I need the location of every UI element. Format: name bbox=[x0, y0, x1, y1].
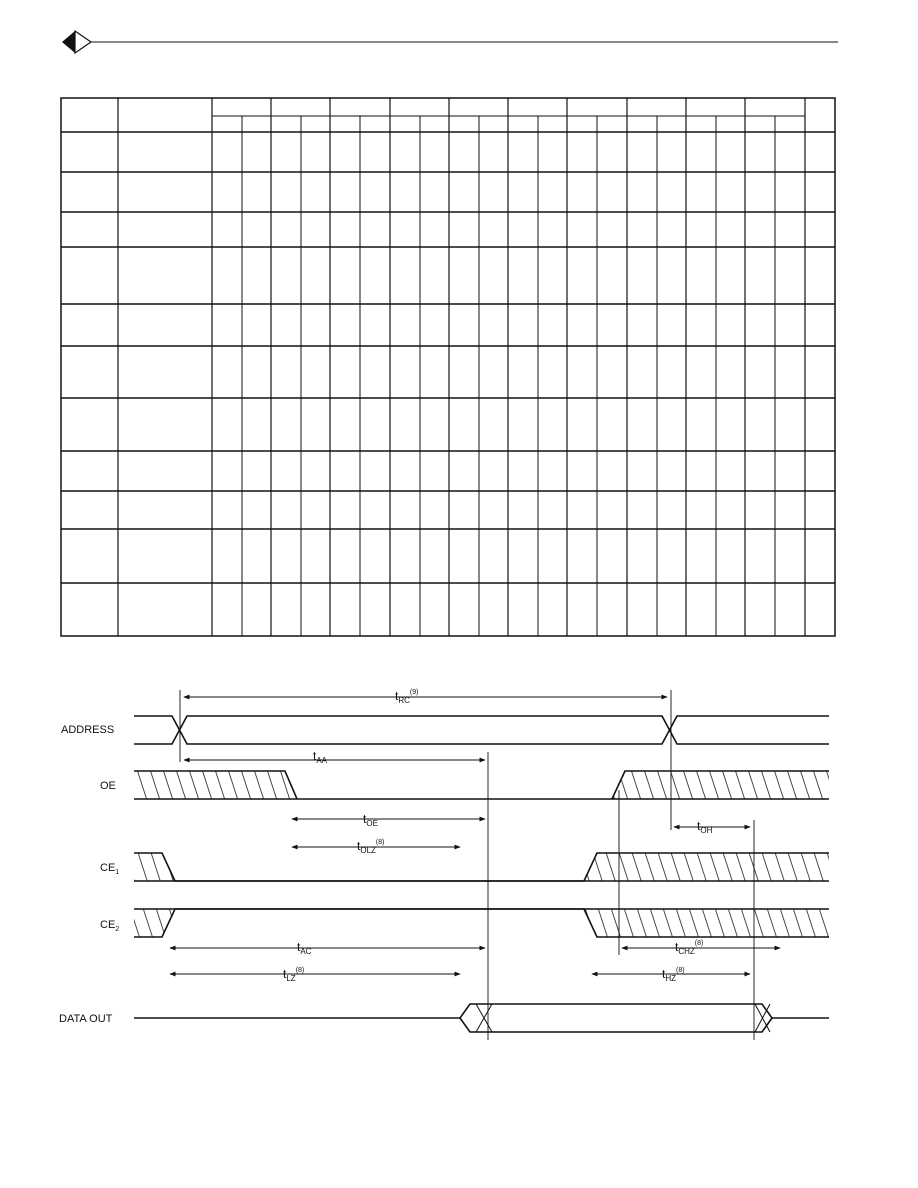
ce2-waveform bbox=[134, 909, 829, 937]
oe-waveform bbox=[134, 771, 829, 799]
label-toe: $t_{OE}$ bbox=[363, 812, 378, 828]
address-waveform bbox=[134, 716, 829, 744]
signal-label-ce2: $CE_2$ bbox=[100, 919, 120, 933]
ce1-waveform bbox=[134, 853, 829, 881]
signal-label-data-out: DATA OUT bbox=[59, 1013, 113, 1025]
signal-label-ce1: $CE_1$ bbox=[100, 862, 120, 876]
label-tlz: $t_{LZ}^{(8)}$ bbox=[283, 967, 305, 983]
label-tolz: $t_{OLZ}^{(8)}$ bbox=[357, 839, 385, 855]
signal-label-address: ADDRESS bbox=[61, 724, 115, 736]
label-thz: $t_{HZ}^{(8)}$ bbox=[662, 967, 685, 983]
label-trc: $t_{RC}^{(9)}$ bbox=[395, 689, 419, 705]
data-out-waveform bbox=[134, 1004, 829, 1032]
label-tac: $t_{AC}$ bbox=[297, 940, 312, 956]
signal-label-oe: OE bbox=[100, 780, 116, 792]
label-toh: $t_{OH}$ bbox=[697, 819, 713, 835]
label-tchz: $t_{CHZ}^{(8)}$ bbox=[675, 940, 704, 956]
label-taa: $t_{AA}$ bbox=[313, 749, 328, 765]
